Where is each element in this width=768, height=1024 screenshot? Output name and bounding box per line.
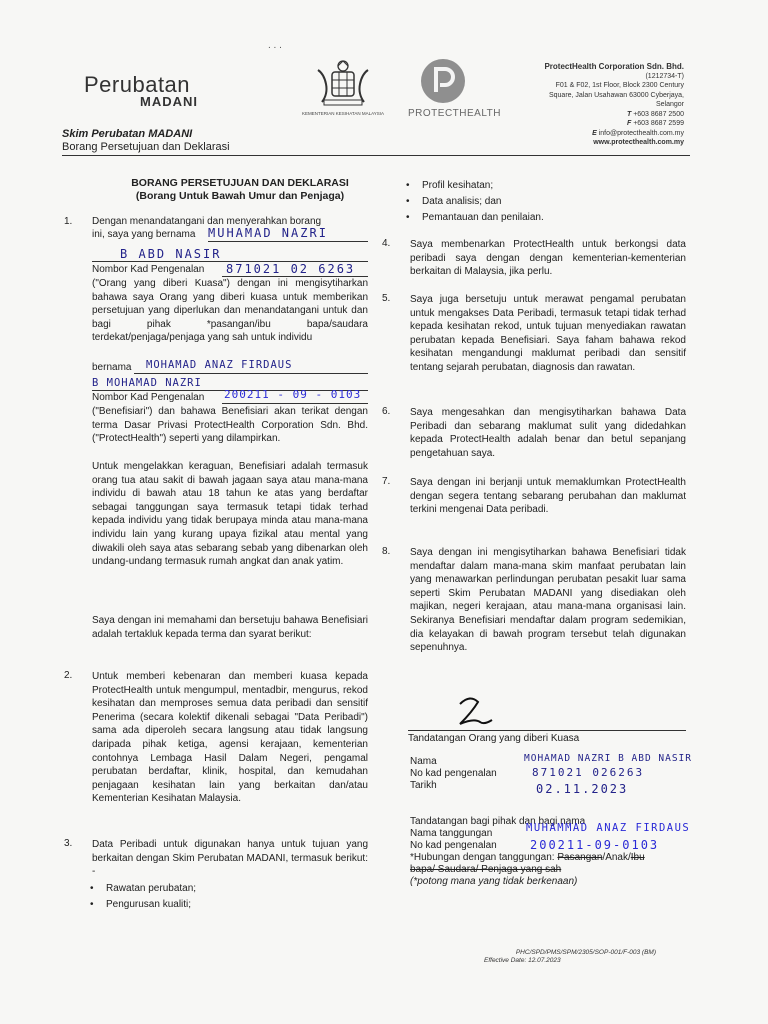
handwritten-ic-1: 871021 02 6263: [226, 262, 356, 276]
relationship-option-pasangan: Pasangan: [557, 852, 603, 863]
malaysia-crest: [312, 58, 374, 108]
bullet-item: • Pemantauan dan penilaian.: [404, 210, 684, 226]
company-name: ProtectHealth Corporation Sdn. Bhd.: [544, 62, 684, 71]
handwritten-dependant-nama: MUHAMMAD ANAZ FIRDAUS: [526, 822, 691, 834]
ministry-caption: KEMENTERIAN KESIHATAN MALAYSIA: [302, 111, 385, 116]
protecthealth-logo: [420, 58, 466, 104]
company-address-1: F01 & F02, 1st Floor, Block 2300 Century: [555, 82, 684, 89]
dependant-ic-label: No kad pengenalan: [410, 840, 497, 851]
company-email: E info@protecthealth.com.my: [592, 129, 684, 137]
section-2-number: 2.: [64, 670, 73, 681]
bernama-label: bernama: [92, 362, 132, 373]
nama-label: Nama: [410, 756, 437, 767]
ic-label-2: Nombor Kad Pengenalan: [92, 392, 205, 403]
signature-label: Tandatangan Orang yang diberi Kuasa: [408, 733, 580, 744]
top-right-bullets: [404, 178, 684, 225]
handwritten-name-1: MUHAMAD NAZRI: [208, 226, 328, 240]
item-8-number: 8.: [382, 546, 391, 557]
handwritten-name-2: B ABD NASIR: [120, 247, 222, 261]
bullet-item: • Rawatan perubatan;: [88, 881, 368, 897]
handwritten-ic-2: 200211 - 09 - 0103: [224, 388, 362, 401]
relationship-note: (*potong mana yang tidak berkenaan): [410, 876, 578, 887]
protecthealth-caption: PROTECTHEALTH: [408, 108, 501, 119]
item-7-text: Saya dengan ini berjanji untuk memaklumkan ProtectHealth dengan segera tentang sebarang perubahan dan maklumat terkini mengenai Data peribadi.: [410, 477, 686, 516]
dependant-title: Tandatangan bagi pihak dan bagi nama: [410, 816, 586, 827]
form-subtitle: (Borang Untuk Bawah Umur dan Penjaga): [135, 190, 345, 202]
handwritten-name-3: MOHAMAD ANAZ FIRDAUS: [146, 359, 293, 371]
scheme-subtitle: Borang Persetujuan dan Deklarasi: [62, 141, 230, 153]
item-6-number: 6.: [382, 406, 391, 417]
section-2-body: Untuk memberi kebenaran dan memberi kuasa kepada ProtectHealth untuk mengumpul, mentadbir, mengurus, rekod kesihatan dan memproses semua data peribadi dan sensitif Penerima (secara kolektif dikenali sebagai "Data Peribadi") sama ada diperoleh secara langsung atau tidak langsung daripada pihak ketiga, agensi kerajaan, kementerian contohnya Lembaga Hasil Dalam Negeri, pengamal perubatan berdaftar, klinik, hospital, dan kemudahan penjagaan kesihatan lain yang berkaitan dan/atau Kementerian Kesihatan Malaysia.: [92, 671, 368, 805]
header-divider: [62, 155, 690, 156]
company-address-3: Selangor: [655, 101, 684, 108]
handwritten-ic: 871021 026263: [532, 766, 645, 779]
signature-icon: [448, 694, 498, 730]
company-tel: T +603 8687 2500: [626, 110, 684, 118]
section-1-line-1: Dengan menandatangani dan menyerahkan borang: [92, 216, 322, 227]
handwritten-nama: MOHAMAD NAZRI B ABD NASIR: [524, 753, 692, 764]
item-6-text: Saya mengesahkan dan mengisytiharkan bahawa Data Peribadi dan sebarang maklumat sulit yang didedahkan kepada ProtectHealth adalah benar dan betul sepanjang pengetahuan saya.: [410, 407, 686, 459]
signature-line: [408, 730, 686, 731]
top-dots: . . .: [268, 40, 282, 51]
paragraph-keraguan: Untuk mengelakkan keraguan, Benefisiari adalah termasuk orang tua atau sakit di bawah jagaan saya atau mana-mana individu di bawah atau 18 tahun ke atas yang berdaftar sebagai tanggungan saya termasuk tetapi tidak terhad kepada individu yang tidak berupaya minda atau mana-mana individu lain yang kurang upaya fizikal atau mental yang diwakili oleh saya atas sebarang sebab yang dibenarkan oleh undang-undang termasuk rumah angkat dan anak yatim.: [92, 461, 368, 568]
item-4-number: 4.: [382, 238, 391, 249]
section-3-bullets: [88, 881, 368, 913]
perubatan-madani-logo: [84, 72, 214, 112]
protecthealth-logo-icon: [420, 58, 466, 104]
section-1-line-2: ini, saya yang bernama: [92, 229, 196, 240]
item-4-text: Saya membenarkan ProtectHealth untuk berkongsi data peribadi saya dengan dengan kementerian-kementerian berkaitan di Malaysia, jika perlu.: [410, 239, 686, 278]
relationship-line: [410, 852, 645, 863]
ic-label-1: Nombor Kad Pengenalan: [92, 264, 205, 275]
company-block: [484, 62, 684, 148]
relationship-label: *Hubungan dengan tanggungan:: [410, 852, 555, 863]
logo-madani-text: MADANI: [140, 94, 198, 109]
section-3-body: Data Peribadi untuk digunakan hanya untuk tujuan yang berkaitan dengan Skim Perubatan MADANI, termasuk berikut: -: [92, 839, 368, 878]
section-3-number: 3.: [64, 838, 73, 849]
relationship-option-rest: bapa/ Saudara/ Penjaga yang sah: [410, 864, 562, 875]
section-1-number: 1.: [64, 216, 73, 227]
name-1-underline: [208, 241, 368, 242]
relationship-option-ibu: Ibu: [630, 852, 645, 863]
footer-effective-date: Effective Date: 12.07.2023: [484, 957, 561, 964]
company-reg: (1212734-T): [645, 72, 684, 80]
signature-image: [448, 694, 498, 730]
ic-2-underline: [222, 403, 368, 404]
tarikh-label: Tarikh: [410, 780, 437, 791]
form-title: BORANG PERSETUJUAN DAN DEKLARASI: [131, 177, 349, 189]
item-8-text: Saya dengan ini mengisytiharkan bahawa Benefisiari tidak mendaftar dalam mana-mana skim manfaat perubatan lain yang menawarkan perlindungan perubatan pesakit luar sama seperti Skim Perubatan MADANI yang disediakan oleh majikan, negeri kerajaan, atau mana-mana organisasi lain. Sekiranya Benefisiari mendaftar dalam program sedemikian, dia kelayakan di bawah program tersebut telah digunakan sepenuhnya.: [410, 547, 686, 654]
logo-perubatan-text: Perubatan: [84, 72, 191, 97]
bullet-item: • Profil kesihatan;: [404, 178, 684, 194]
footer-code: PHC/SPD/PMS/SPM/2305/SOP-001/F-003 (BM): [515, 949, 656, 956]
ic-label: No kad pengenalan: [410, 768, 497, 779]
handwritten-name-4: B MOHAMAD NAZRI: [92, 377, 202, 389]
item-5-number: 5.: [382, 293, 391, 304]
name-3-underline: [134, 373, 368, 374]
relationship-option-anak: /Anak/: [602, 852, 631, 863]
bullet-item: • Pengurusan kualiti;: [88, 897, 368, 913]
company-web: www.protecthealth.com.my: [593, 139, 684, 146]
scheme-title: Skim Perubatan MADANI: [62, 128, 193, 140]
item-5-text: Saya juga bersetuju untuk merawat pengamal perubatan untuk mengakses Data Peribadi, termasuk tetapi tidak terhad kepada kesihatan rekod, untuk tujuan menyediakan rawatan perubatan kepada Benefisiari. Saya faham bahawa rekod kesihatan mengandungi maklumat peribadi dan sensitif tentang sejarah perubatan, diagnosis dan rawatan.: [410, 294, 686, 373]
section-1-body-2: ("Benefisiari") dan bahawa Benefisiari akan terikat dengan terma Dasar Privasi ProtectHealth Corporation Sdn. Bhd. ("ProtectHealth") seperti yang dilampirkan.: [92, 406, 368, 445]
handwritten-tarikh: 02.11.2023: [536, 782, 629, 796]
company-fax: F +603 8687 2599: [626, 120, 684, 127]
section-1-body: ("Orang yang diberi Kuasa") dengan ini mengisytiharkan bahawa saya Orang yang diberi kuasa untuk memberikan persetujuan yang diperlukan dan menandatangani untuk dan bagi pihak *pasangan/ibu bapa/saudara terdekat/penjaga/penjaga yang sah untuk individu: [92, 278, 368, 344]
coat-of-arms-icon: [312, 58, 374, 108]
bullet-item: • Data analisis; dan: [404, 194, 684, 210]
item-7-number: 7.: [382, 476, 391, 487]
dependant-nama-label: Nama tanggungan: [410, 828, 493, 839]
paragraph-memahami: Saya dengan ini memahami dan bersetuju bahawa Benefisiari adalah tertakluk kepada terma dan syarat berikut:: [92, 615, 368, 640]
company-address-2: Square, Jalan Usahawan 63000 Cyberjaya,: [548, 91, 684, 99]
handwritten-dependant-ic: 200211-09-0103: [530, 838, 660, 852]
